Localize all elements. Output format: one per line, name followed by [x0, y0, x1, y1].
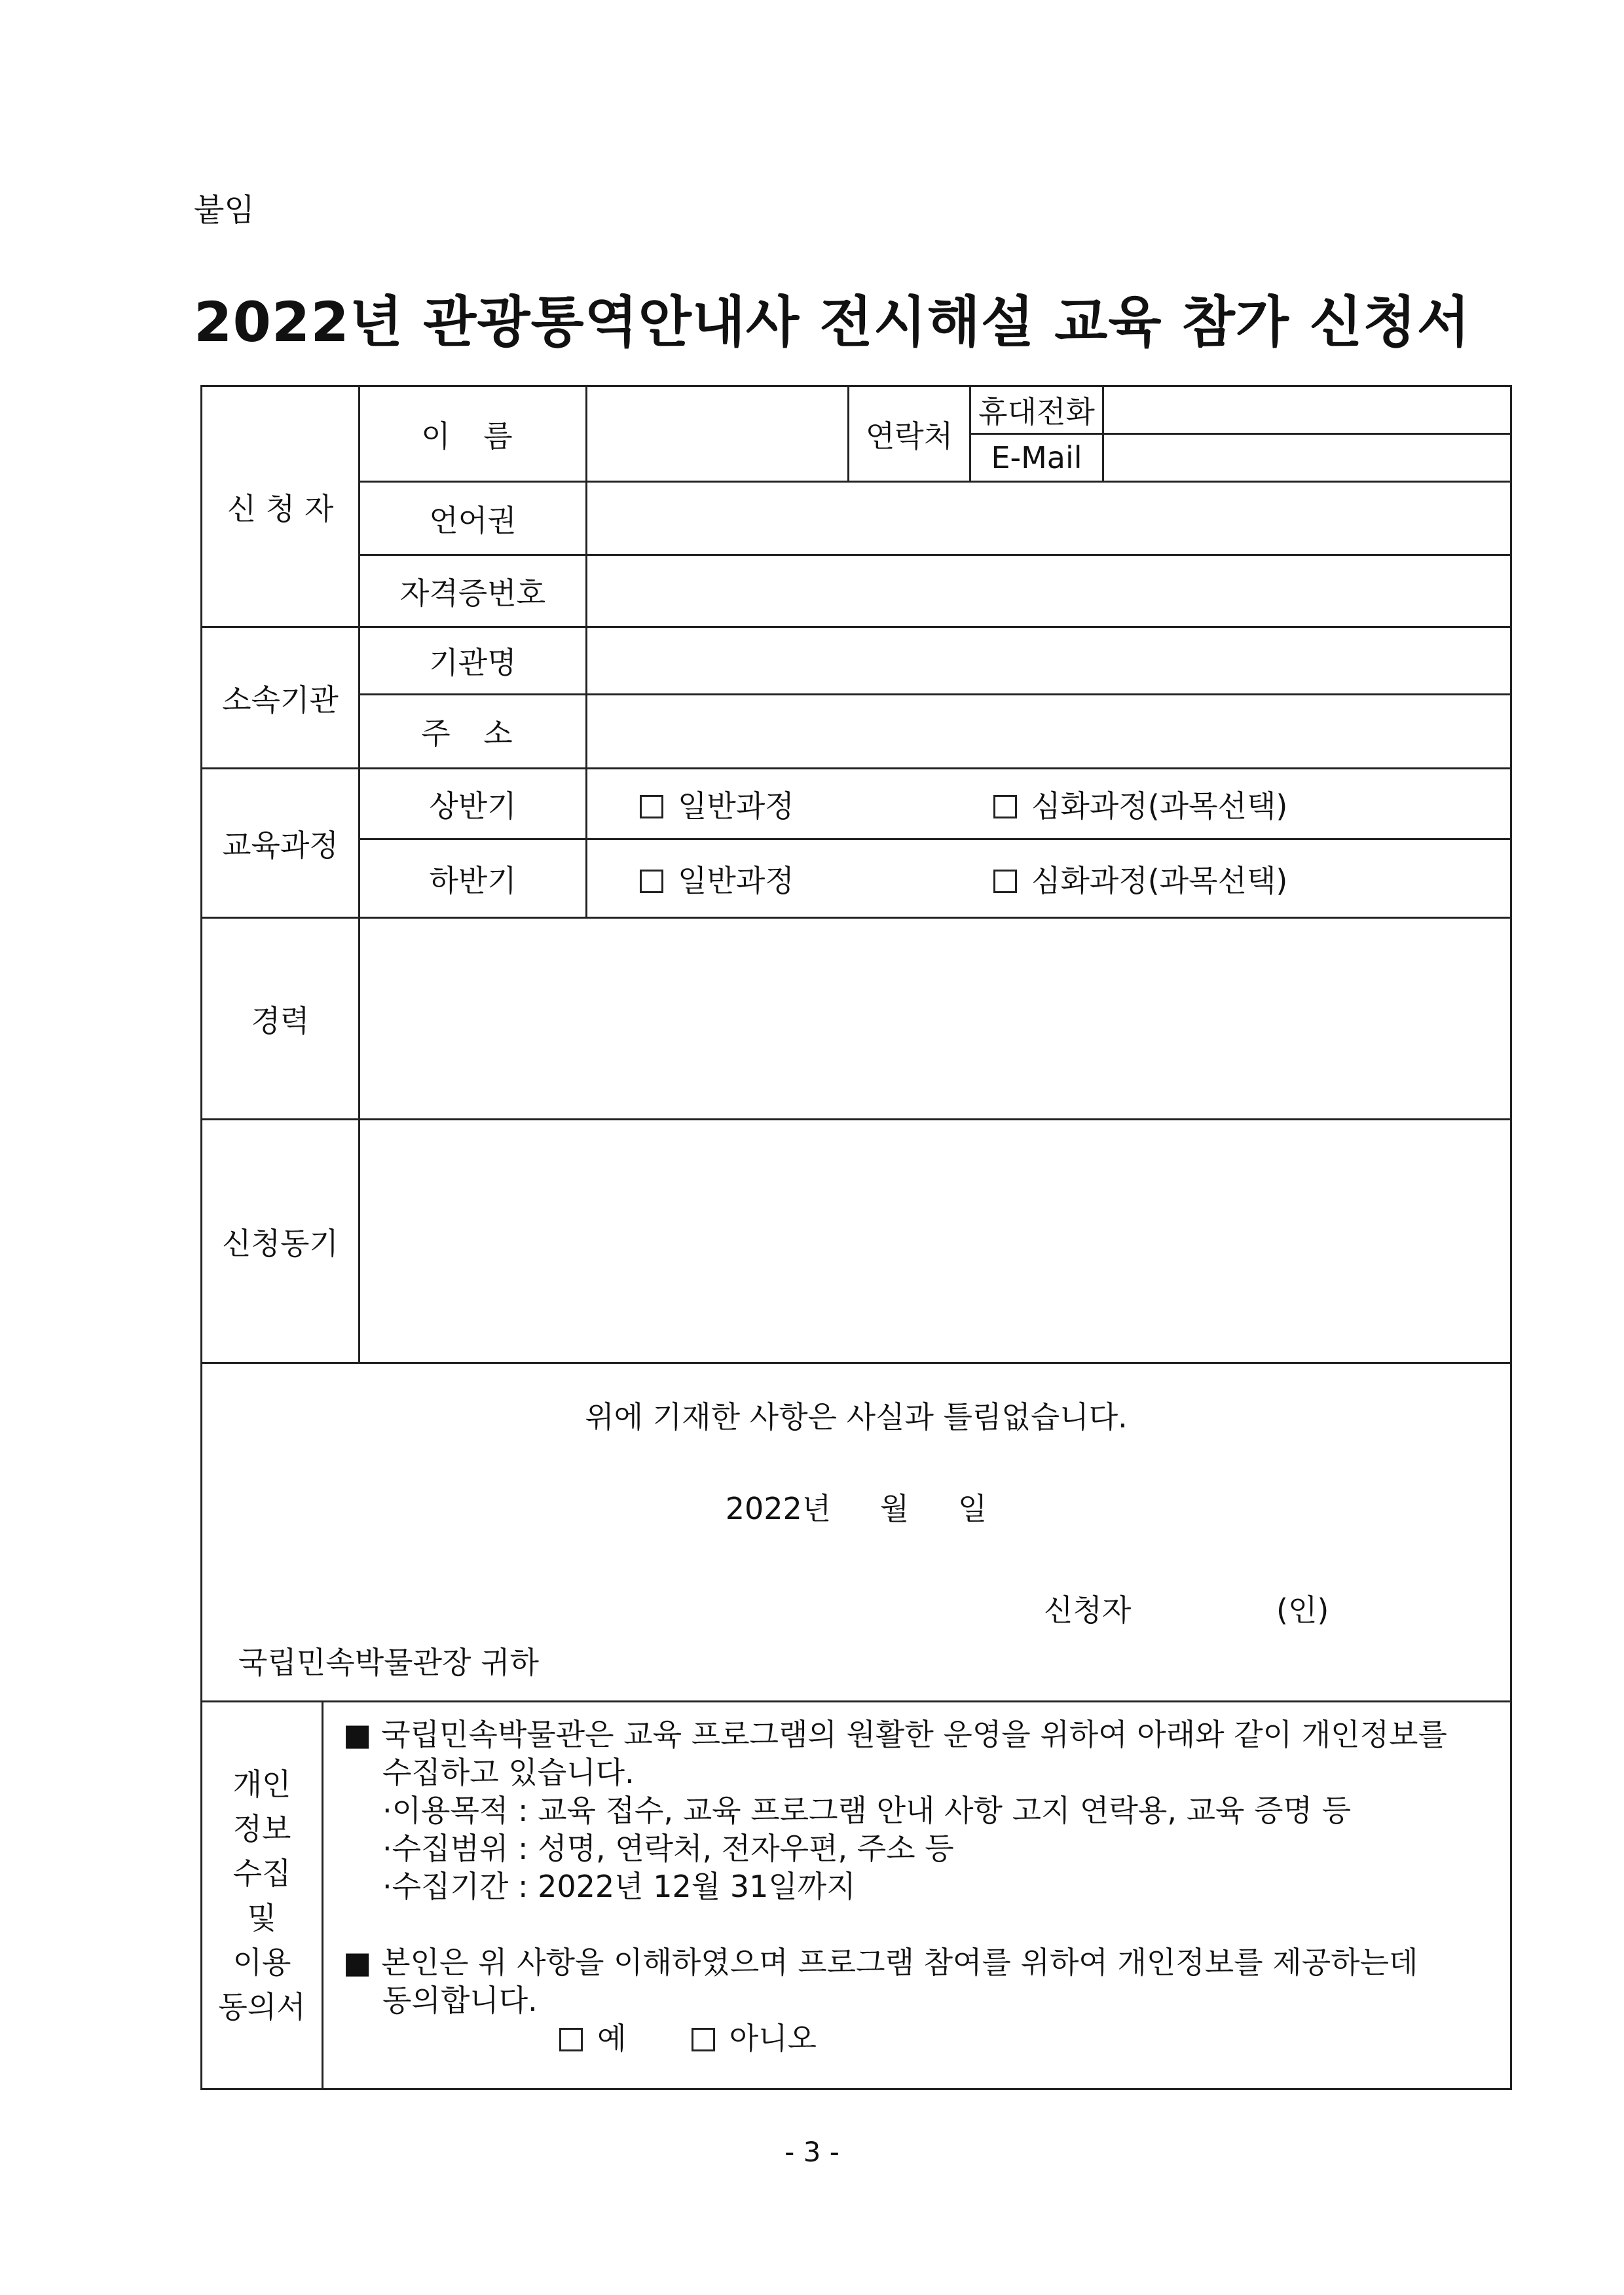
- mobile-label: 휴대전화: [970, 386, 1103, 434]
- second-half-options: [587, 839, 1511, 918]
- checkbox-icon[interactable]: [559, 2028, 583, 2051]
- contact-label: 연락처: [849, 386, 970, 482]
- application-form: [200, 385, 1512, 2090]
- second-half-label: 하반기: [360, 839, 587, 918]
- privacy-intro: ■ 국립민속박물관은 교육 프로그램의 원활한 운영을 위하여 아래와 같이 개인정보를: [343, 1717, 1447, 1752]
- language-label: 언어권: [360, 482, 587, 555]
- privacy-consent-cont: 동의합니다.: [382, 1983, 538, 2018]
- checkbox-icon[interactable]: [640, 870, 663, 893]
- email-label: E-Mail: [970, 434, 1103, 482]
- email-field[interactable]: [1103, 434, 1511, 482]
- privacy-intro-cont: 수집하고 있습니다.: [382, 1755, 635, 1790]
- affiliation-section-label: 소속기관: [202, 627, 360, 769]
- license-label: 자격증번호: [360, 555, 587, 627]
- page-number: - 3 -: [784, 2136, 840, 2168]
- motivation-label: 신청동기: [202, 1120, 360, 1363]
- consent-options: [343, 2019, 1484, 2057]
- declaration-date: 2022년 월 일: [725, 1491, 987, 1526]
- applicant-section-label: 신 청 자: [202, 386, 360, 627]
- first-half-advanced-option[interactable]: 심화과정(과목선택): [993, 782, 1347, 826]
- name-label: 이 름: [360, 386, 587, 482]
- language-field[interactable]: [587, 482, 1511, 555]
- consent-no-option[interactable]: 아니오: [692, 2021, 817, 2056]
- checkbox-icon[interactable]: [692, 2028, 715, 2051]
- consent-yes-option[interactable]: 예: [559, 2021, 626, 2056]
- motivation-field[interactable]: [360, 1120, 1511, 1363]
- attachment-label: 붙임: [194, 192, 255, 229]
- checkbox-icon[interactable]: [640, 795, 663, 818]
- declaration-statement: 위에 기재한 사항은 사실과 틀림없습니다.: [585, 1399, 1128, 1435]
- privacy-consent: ■ 본인은 위 사항을 이해하였으며 프로그램 참여를 위하여 개인정보를 제공하는데: [343, 1945, 1418, 1980]
- second-half-advanced-option[interactable]: 심화과정(과목선택): [993, 857, 1347, 900]
- privacy-label: 개인 정보 수집 및 이용 동의서: [202, 1702, 323, 2089]
- signer-label: 신청자: [1044, 1592, 1132, 1628]
- license-field[interactable]: [587, 555, 1511, 627]
- privacy-scope: ⋅수집범위 : 성명, 연락처, 전자우편, 주소 등: [382, 1831, 954, 1866]
- org-label: 기관명: [360, 627, 587, 695]
- name-field[interactable]: [587, 386, 849, 482]
- privacy-content: [323, 1702, 1511, 2089]
- org-field[interactable]: [587, 627, 1511, 695]
- first-half-general-option[interactable]: 일반과정: [640, 782, 993, 826]
- first-half-options: [587, 769, 1511, 839]
- checkbox-icon[interactable]: [993, 870, 1017, 893]
- page-title: 2022년 관광통역안내사 전시해설 교육 참가 신청서: [194, 290, 1471, 354]
- course-section-label: 교육과정: [202, 769, 360, 918]
- seal-label: (인): [1276, 1592, 1329, 1628]
- privacy-period: ⋅수집기간 : 2022년 12월 31일까지: [382, 1869, 856, 1904]
- declaration-cell: [202, 1363, 1511, 1702]
- career-label: 경력: [202, 918, 360, 1120]
- addressee: 국립민속박물관장 귀하: [238, 1645, 539, 1680]
- second-half-general-option[interactable]: 일반과정: [640, 857, 993, 900]
- checkbox-icon[interactable]: [993, 795, 1017, 818]
- address-label: 주 소: [360, 695, 587, 769]
- privacy-purpose: ⋅이용목적 : 교육 접수, 교육 프로그램 안내 사항 고지 연락용, 교육 증명 등: [382, 1793, 1352, 1828]
- first-half-label: 상반기: [360, 769, 587, 839]
- career-field[interactable]: [360, 918, 1511, 1120]
- mobile-field[interactable]: [1103, 386, 1511, 434]
- address-field[interactable]: [587, 695, 1511, 769]
